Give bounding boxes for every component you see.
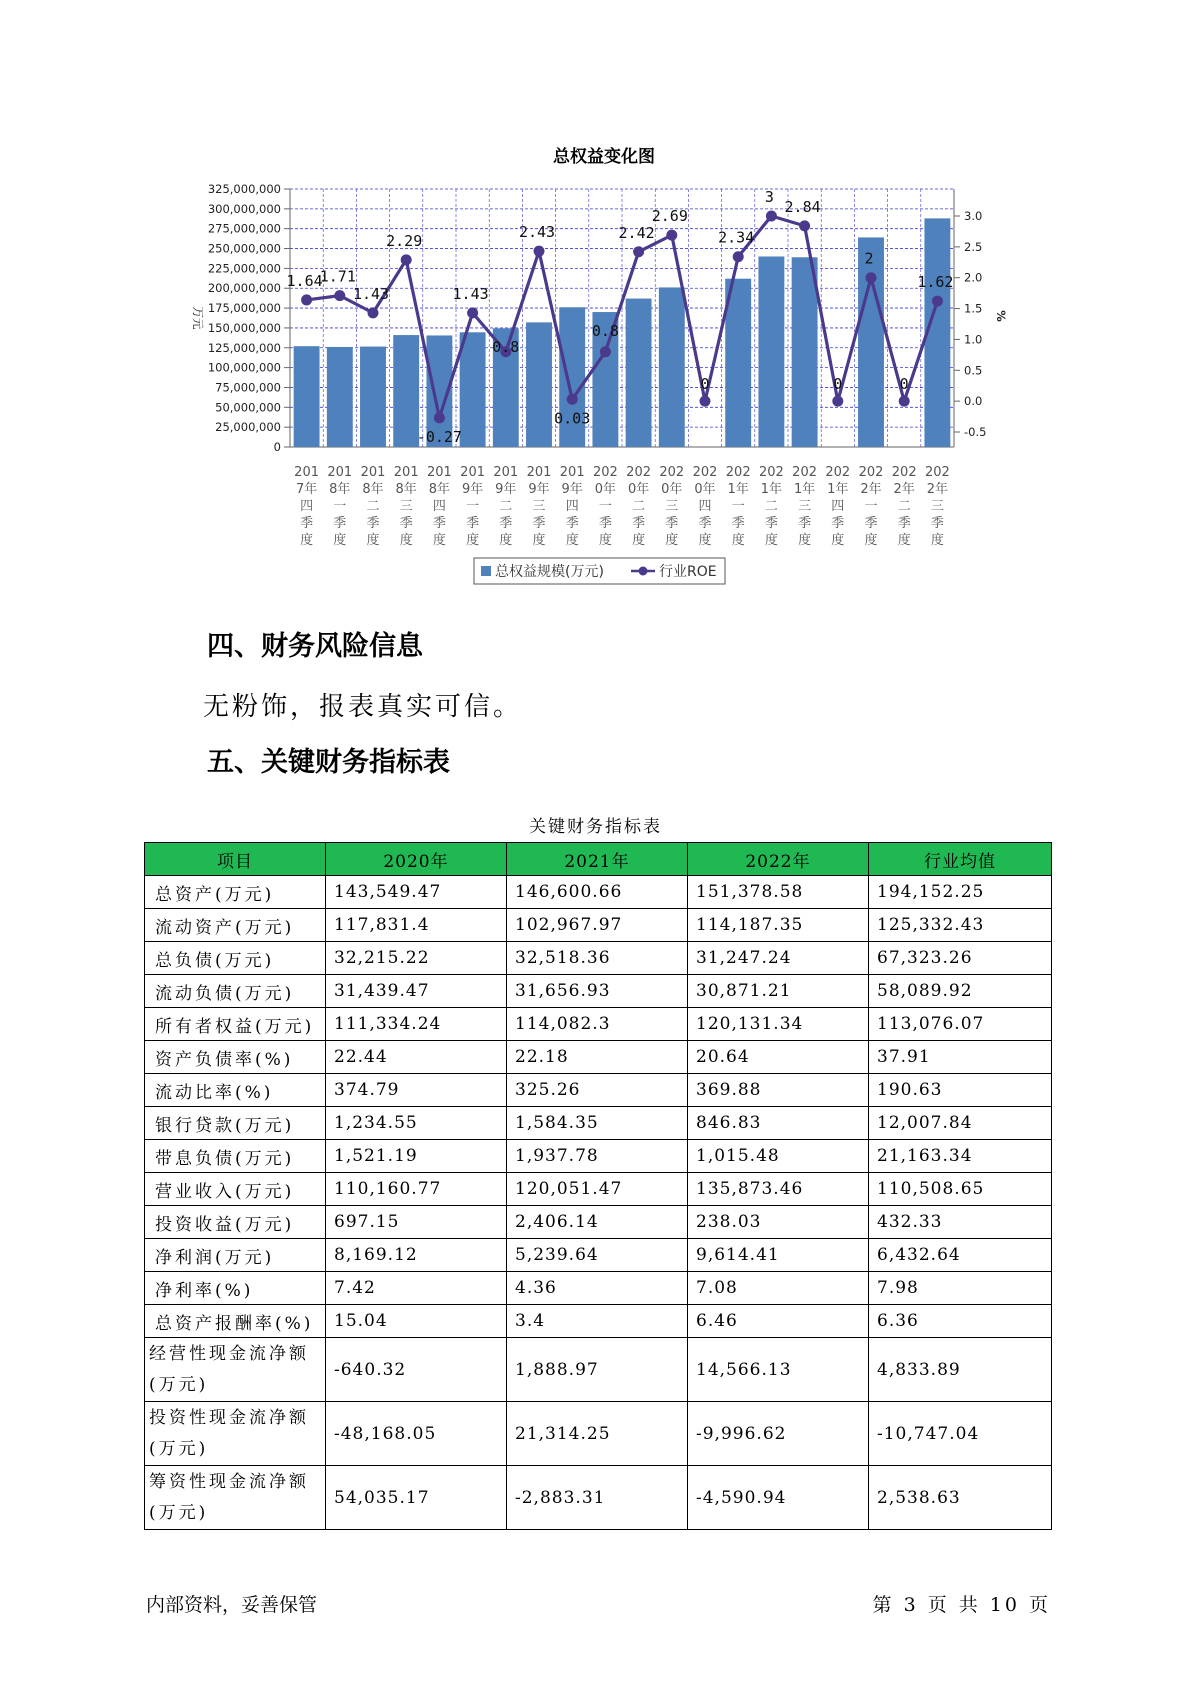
x-tick-label: 度 — [831, 533, 845, 548]
value-cell: 374.79 — [326, 1074, 507, 1107]
row-label-cell: 流动负债(万元) — [145, 975, 326, 1008]
roe-data-label: 2.34 — [718, 228, 755, 247]
header-cell: 行业均值 — [869, 843, 1052, 876]
y-tick-label: 75,000,000 — [215, 380, 281, 395]
x-tick-label: 1年 — [727, 482, 749, 497]
equity-chart — [0, 0, 1191, 600]
y2-tick-label: 0.5 — [964, 363, 983, 378]
value-cell: 1,888.97 — [507, 1338, 688, 1402]
x-tick-label: 201 — [460, 465, 486, 480]
y2-axis-label: % — [994, 310, 1008, 322]
roe-point — [899, 396, 910, 407]
roe-data-label: 0 — [899, 375, 909, 394]
x-tick-label: 三 — [665, 499, 679, 514]
y-tick-label: 325,000,000 — [207, 182, 281, 196]
row-label-cell: 总负债(万元) — [145, 942, 326, 975]
x-tick-label: 201 — [393, 465, 419, 480]
bar — [393, 335, 419, 447]
x-tick-label: 度 — [632, 533, 646, 548]
value-cell: 1,521.19 — [326, 1140, 507, 1173]
value-cell: 32,518.36 — [507, 942, 688, 975]
bar — [792, 257, 818, 447]
value-cell: 67,323.26 — [869, 942, 1052, 975]
table-row — [145, 975, 1052, 1008]
x-tick-label: 三 — [798, 499, 812, 514]
x-tick-label: 季 — [565, 516, 579, 531]
table-row — [145, 876, 1052, 909]
legend-bar-swatch — [481, 566, 491, 576]
roe-point — [368, 307, 379, 318]
y2-tick-label: 1.0 — [964, 332, 983, 347]
x-tick-label: 202 — [758, 465, 784, 480]
table-row — [145, 909, 1052, 942]
x-tick-label: 季 — [532, 516, 546, 531]
roe-point — [666, 230, 677, 241]
row-label-cell: 总资产报酬率(%) — [145, 1305, 326, 1338]
x-tick-label: 8年 — [329, 482, 351, 497]
value-cell: 110,160.77 — [326, 1173, 507, 1206]
x-tick-label: 201 — [360, 465, 386, 480]
bar — [626, 299, 652, 447]
header-cell: 2022年 — [688, 843, 869, 876]
roe-point — [600, 346, 611, 357]
bar — [327, 347, 353, 447]
header-cell: 2021年 — [507, 843, 688, 876]
y-tick-label: 300,000,000 — [207, 201, 281, 216]
value-cell: 2,538.63 — [869, 1466, 1052, 1530]
value-cell: 846.83 — [688, 1107, 869, 1140]
value-cell: 111,334.24 — [326, 1008, 507, 1041]
row-label-cell: 筹资性现金流净额(万元) — [145, 1466, 326, 1530]
roe-point — [832, 396, 843, 407]
value-cell: 146,600.66 — [507, 876, 688, 909]
x-tick-label: 202 — [891, 465, 917, 480]
x-tick-label: 季 — [466, 516, 480, 531]
value-cell: 3.4 — [507, 1305, 688, 1338]
x-tick-label: 度 — [300, 533, 314, 548]
table-row — [145, 1008, 1052, 1041]
x-tick-label: 四 — [698, 499, 712, 514]
value-cell: -9,996.62 — [688, 1402, 869, 1466]
roe-point — [334, 290, 345, 301]
roe-data-label: 0.8 — [591, 321, 619, 340]
x-tick-label: 季 — [598, 516, 612, 531]
y-tick-label: 225,000,000 — [207, 261, 281, 276]
bar — [858, 237, 884, 447]
x-tick-label: 季 — [665, 516, 679, 531]
value-cell: -48,168.05 — [326, 1402, 507, 1466]
x-tick-label: 度 — [665, 533, 679, 548]
roe-point — [301, 294, 312, 305]
roe-data-label: 0 — [700, 375, 710, 394]
x-tick-label: 季 — [764, 516, 778, 531]
x-tick-label: 度 — [598, 533, 612, 548]
roe-point — [700, 396, 711, 407]
kpi-table — [144, 842, 1052, 1530]
x-tick-label: 季 — [399, 516, 413, 531]
bar — [659, 287, 685, 447]
value-cell: 9,614.41 — [688, 1239, 869, 1272]
table-row — [145, 1239, 1052, 1272]
value-cell: 1,234.55 — [326, 1107, 507, 1140]
row-label-cell: 银行贷款(万元) — [145, 1107, 326, 1140]
value-cell: 7.42 — [326, 1272, 507, 1305]
x-tick-label: 1年 — [760, 482, 783, 497]
x-tick-label: 四 — [565, 499, 579, 514]
value-cell: 190.63 — [869, 1074, 1052, 1107]
section4-text: 无粉饰，报表真实可信。 — [203, 692, 523, 722]
x-tick-label: 8年 — [395, 482, 417, 497]
value-cell: 369.88 — [688, 1074, 869, 1107]
roe-point — [534, 246, 545, 257]
value-cell: 6.46 — [688, 1305, 869, 1338]
value-cell: 22.18 — [507, 1041, 688, 1074]
x-tick-label: 度 — [764, 533, 778, 548]
x-tick-label: 0年 — [661, 482, 683, 497]
value-cell: 20.64 — [688, 1041, 869, 1074]
x-tick-label: 201 — [327, 465, 353, 480]
x-tick-label: 202 — [924, 465, 950, 480]
value-cell: -2,883.31 — [507, 1466, 688, 1530]
row-label-cell: 投资性现金流净额(万元) — [145, 1402, 326, 1466]
bar — [460, 332, 486, 447]
section4-heading: 四、财务风险信息 — [207, 631, 423, 662]
section5-heading: 五、关键财务指标表 — [207, 747, 450, 778]
table-row — [145, 1107, 1052, 1140]
value-cell: 37.91 — [869, 1041, 1052, 1074]
x-tick-label: 季 — [731, 516, 745, 531]
x-tick-label: 季 — [632, 516, 646, 531]
x-tick-label: 201 — [294, 465, 320, 480]
chart-canvas — [0, 0, 1191, 600]
table-row — [145, 1338, 1052, 1402]
value-cell: 4,833.89 — [869, 1338, 1052, 1402]
chart-title: 总权益变化图 — [553, 147, 655, 167]
y2-tick-label: 1.5 — [964, 301, 983, 316]
table-row — [145, 1466, 1052, 1530]
row-label-cell: 流动比率(%) — [145, 1074, 326, 1107]
roe-data-label: 1.43 — [352, 284, 390, 303]
x-tick-label: 度 — [565, 533, 579, 548]
y-tick-label: 150,000,000 — [207, 320, 281, 335]
row-label-cell: 总资产(万元) — [145, 876, 326, 909]
y-tick-label: 200,000,000 — [207, 281, 281, 296]
value-cell: 12,007.84 — [869, 1107, 1052, 1140]
value-cell: 7.08 — [688, 1272, 869, 1305]
x-tick-label: 201 — [426, 465, 452, 480]
x-tick-label: 202 — [858, 465, 884, 480]
x-tick-label: 季 — [864, 516, 878, 531]
x-tick-label: 9年 — [528, 482, 550, 497]
value-cell: 7.98 — [869, 1272, 1052, 1305]
value-cell: 114,187.35 — [688, 909, 869, 942]
value-cell: 2,406.14 — [507, 1206, 688, 1239]
value-cell: 54,035.17 — [326, 1466, 507, 1530]
value-cell: 5,239.64 — [507, 1239, 688, 1272]
x-tick-label: 0年 — [594, 482, 617, 497]
value-cell: 697.15 — [326, 1206, 507, 1239]
row-label-cell: 投资收益(万元) — [145, 1206, 326, 1239]
value-cell: 31,247.24 — [688, 942, 869, 975]
roe-point — [467, 307, 478, 318]
value-cell: 8,169.12 — [326, 1239, 507, 1272]
x-tick-label: 度 — [432, 533, 446, 548]
table-row — [145, 1206, 1052, 1239]
x-tick-label: 一 — [598, 499, 612, 514]
value-cell: -640.32 — [326, 1338, 507, 1402]
roe-data-label: 1.43 — [452, 284, 489, 303]
roe-point — [567, 394, 578, 405]
value-cell: 432.33 — [869, 1206, 1052, 1239]
x-tick-label: 季 — [300, 516, 314, 531]
x-tick-label: 度 — [864, 533, 878, 548]
y2-tick-label: 2.0 — [964, 270, 983, 285]
y-tick-label: 50,000,000 — [215, 400, 281, 415]
x-tick-label: 季 — [831, 516, 845, 531]
x-tick-label: 季 — [930, 516, 944, 531]
roe-data-label: 2.69 — [651, 207, 688, 226]
x-tick-label: 季 — [366, 516, 380, 531]
x-tick-label: 201 — [559, 465, 585, 480]
y-tick-label: 25,000,000 — [215, 420, 281, 435]
value-cell: 58,089.92 — [869, 975, 1052, 1008]
table-body — [145, 876, 1052, 1530]
y-tick-label: 0 — [273, 440, 281, 454]
x-tick-label: 202 — [626, 465, 652, 480]
roe-data-label: 2.42 — [618, 223, 655, 242]
value-cell: 325.26 — [507, 1074, 688, 1107]
value-cell: 31,656.93 — [507, 975, 688, 1008]
row-label-cell: 经营性现金流净额(万元) — [145, 1338, 326, 1402]
row-label-cell: 流动资产(万元) — [145, 909, 326, 942]
y-tick-label: 275,000,000 — [207, 221, 281, 236]
legend-line-marker — [639, 567, 648, 576]
x-tick-label: 度 — [366, 533, 380, 548]
x-tick-label: 度 — [698, 533, 712, 548]
roe-point — [401, 254, 412, 265]
x-tick-label: 度 — [333, 533, 347, 548]
table-row — [145, 1041, 1052, 1074]
value-cell: 6.36 — [869, 1305, 1052, 1338]
value-cell: 6,432.64 — [869, 1239, 1052, 1272]
x-tick-label: 度 — [731, 533, 745, 548]
y2-tick-label: 3.0 — [964, 209, 983, 223]
x-tick-label: 0年 — [627, 482, 650, 497]
value-cell: 110,508.65 — [869, 1173, 1052, 1206]
x-tick-label: 一 — [466, 499, 480, 514]
x-tick-label: 四 — [831, 499, 845, 514]
x-tick-label: 二 — [366, 499, 380, 514]
table-row — [145, 1272, 1052, 1305]
value-cell: 32,215.22 — [326, 942, 507, 975]
x-tick-label: 201 — [493, 465, 519, 480]
value-cell: 135,873.46 — [688, 1173, 869, 1206]
value-cell: 31,439.47 — [326, 975, 507, 1008]
roe-point — [766, 211, 777, 222]
x-tick-label: 9年 — [495, 482, 517, 497]
roe-data-label: -0.27 — [416, 427, 462, 446]
roe-data-label: 0 — [833, 375, 843, 394]
x-tick-label: 8年 — [428, 482, 451, 497]
x-tick-label: 度 — [930, 533, 944, 548]
row-label-cell: 净利率(%) — [145, 1272, 326, 1305]
roe-data-label: 1.62 — [917, 273, 954, 292]
x-tick-label: 季 — [897, 516, 911, 531]
y-tick-label: 250,000,000 — [207, 241, 281, 256]
x-tick-label: 一 — [864, 499, 878, 514]
value-cell: 14,566.13 — [688, 1338, 869, 1402]
roe-data-label: 2.43 — [518, 223, 556, 242]
value-cell: 4.36 — [507, 1272, 688, 1305]
value-cell: 125,332.43 — [869, 909, 1052, 942]
x-tick-label: 三 — [399, 499, 413, 514]
bar — [725, 279, 751, 447]
roe-point — [633, 246, 644, 257]
x-tick-label: 一 — [731, 499, 745, 514]
x-tick-label: 季 — [798, 516, 812, 531]
x-tick-label: 度 — [466, 533, 480, 548]
x-tick-label: 201 — [526, 465, 552, 480]
value-cell: 238.03 — [688, 1206, 869, 1239]
bar — [526, 322, 552, 447]
value-cell: 102,967.97 — [507, 909, 688, 942]
value-cell: 1,937.78 — [507, 1140, 688, 1173]
footer-confidential: 内部资料，妥善保管 — [146, 1594, 318, 1616]
value-cell: 30,871.21 — [688, 975, 869, 1008]
x-tick-label: 二 — [897, 499, 911, 514]
y-tick-label: 125,000,000 — [207, 340, 281, 355]
row-label-cell: 净利润(万元) — [145, 1239, 326, 1272]
x-tick-label: 202 — [792, 465, 818, 480]
x-tick-label: 四 — [432, 499, 446, 514]
value-cell: 1,584.35 — [507, 1107, 688, 1140]
x-tick-label: 度 — [499, 533, 513, 548]
value-cell: -10,747.04 — [869, 1402, 1052, 1466]
row-label-cell: 所有者权益(万元) — [145, 1008, 326, 1041]
x-tick-label: 度 — [532, 533, 546, 548]
x-tick-label: 202 — [592, 465, 618, 480]
value-cell: 15.04 — [326, 1305, 507, 1338]
value-cell: 194,152.25 — [869, 876, 1052, 909]
x-tick-label: 二 — [764, 499, 778, 514]
roe-point — [434, 412, 445, 423]
value-cell: 22.44 — [326, 1041, 507, 1074]
value-cell: 151,378.58 — [688, 876, 869, 909]
x-tick-label: 202 — [725, 465, 751, 480]
roe-data-label: 1.71 — [319, 267, 356, 286]
x-tick-label: 一 — [333, 499, 347, 514]
x-tick-label: 季 — [333, 516, 347, 531]
x-tick-label: 7年 — [295, 482, 318, 497]
table-row — [145, 1402, 1052, 1466]
row-label-cell: 资产负债率(%) — [145, 1041, 326, 1074]
value-cell: 113,076.07 — [869, 1008, 1052, 1041]
table-row — [145, 1305, 1052, 1338]
x-tick-label: 1年 — [827, 482, 849, 497]
x-tick-label: 0年 — [694, 482, 716, 497]
x-tick-label: 四 — [300, 499, 314, 514]
value-cell: -4,590.94 — [688, 1466, 869, 1530]
table-row — [145, 942, 1052, 975]
value-cell: 1,015.48 — [688, 1140, 869, 1173]
x-tick-label: 度 — [399, 533, 413, 548]
bar — [294, 346, 320, 447]
x-tick-label: 202 — [659, 465, 685, 480]
value-cell: 143,549.47 — [326, 876, 507, 909]
x-tick-label: 季 — [499, 516, 513, 531]
x-tick-label: 季 — [432, 516, 446, 531]
row-label-cell: 带息负债(万元) — [145, 1140, 326, 1173]
value-cell: 120,131.34 — [688, 1008, 869, 1041]
y-tick-label: 100,000,000 — [207, 360, 281, 375]
roe-data-label: 0.03 — [554, 409, 591, 428]
y-tick-label: 175,000,000 — [207, 301, 281, 316]
roe-data-label: 2.84 — [784, 197, 821, 216]
header-cell: 2020年 — [326, 843, 507, 876]
value-cell: 117,831.4 — [326, 909, 507, 942]
legend-label: 行业ROE — [659, 564, 717, 580]
x-tick-label: 二 — [632, 499, 646, 514]
x-tick-label: 度 — [798, 533, 812, 548]
roe-data-label: 0.8 — [492, 337, 520, 356]
y2-tick-label: 0.0 — [964, 394, 983, 409]
x-tick-label: 9年 — [461, 482, 484, 497]
x-tick-label: 二 — [499, 499, 513, 514]
table-row — [145, 1140, 1052, 1173]
value-cell: 21,163.34 — [869, 1140, 1052, 1173]
value-cell: 21,314.25 — [507, 1402, 688, 1466]
table-caption: 关键财务指标表 — [529, 817, 662, 837]
roe-data-label: 1.64 — [286, 271, 323, 290]
x-tick-label: 2年 — [860, 482, 882, 497]
roe-data-label: 2 — [864, 249, 874, 268]
x-tick-label: 8年 — [362, 482, 384, 497]
y-axis-label: 万元 — [191, 306, 205, 330]
x-tick-label: 季 — [698, 516, 712, 531]
roe-point — [799, 220, 810, 231]
roe-point — [932, 296, 943, 307]
value-cell: 114,082.3 — [507, 1008, 688, 1041]
x-tick-label: 度 — [897, 533, 911, 548]
y2-tick-label: 2.5 — [964, 239, 983, 254]
x-tick-label: 2年 — [893, 482, 915, 497]
footer-page-number: 第 3 页 共 10 页 — [872, 1594, 1051, 1616]
table-header-row — [145, 843, 1052, 876]
bar — [758, 256, 784, 447]
value-cell: 120,051.47 — [507, 1173, 688, 1206]
x-tick-label: 9年 — [561, 482, 583, 497]
roe-point — [866, 272, 877, 283]
x-tick-label: 三 — [930, 499, 944, 514]
y2-tick-label: -0.5 — [964, 425, 987, 439]
x-tick-label: 202 — [825, 465, 851, 480]
x-tick-label: 2年 — [926, 482, 949, 497]
x-tick-label: 202 — [692, 465, 718, 480]
table-row — [145, 1074, 1052, 1107]
roe-data-label: 2.29 — [386, 231, 423, 250]
x-tick-label: 1年 — [793, 482, 816, 497]
bar — [360, 347, 386, 447]
table-row — [145, 1173, 1052, 1206]
header-cell: 项目 — [145, 843, 326, 876]
legend-label: 总权益规模(万元) — [495, 564, 604, 580]
roe-point — [733, 251, 744, 262]
roe-data-label: 3 — [764, 188, 774, 206]
x-tick-label: 三 — [532, 499, 546, 514]
row-label-cell: 营业收入(万元) — [145, 1173, 326, 1206]
